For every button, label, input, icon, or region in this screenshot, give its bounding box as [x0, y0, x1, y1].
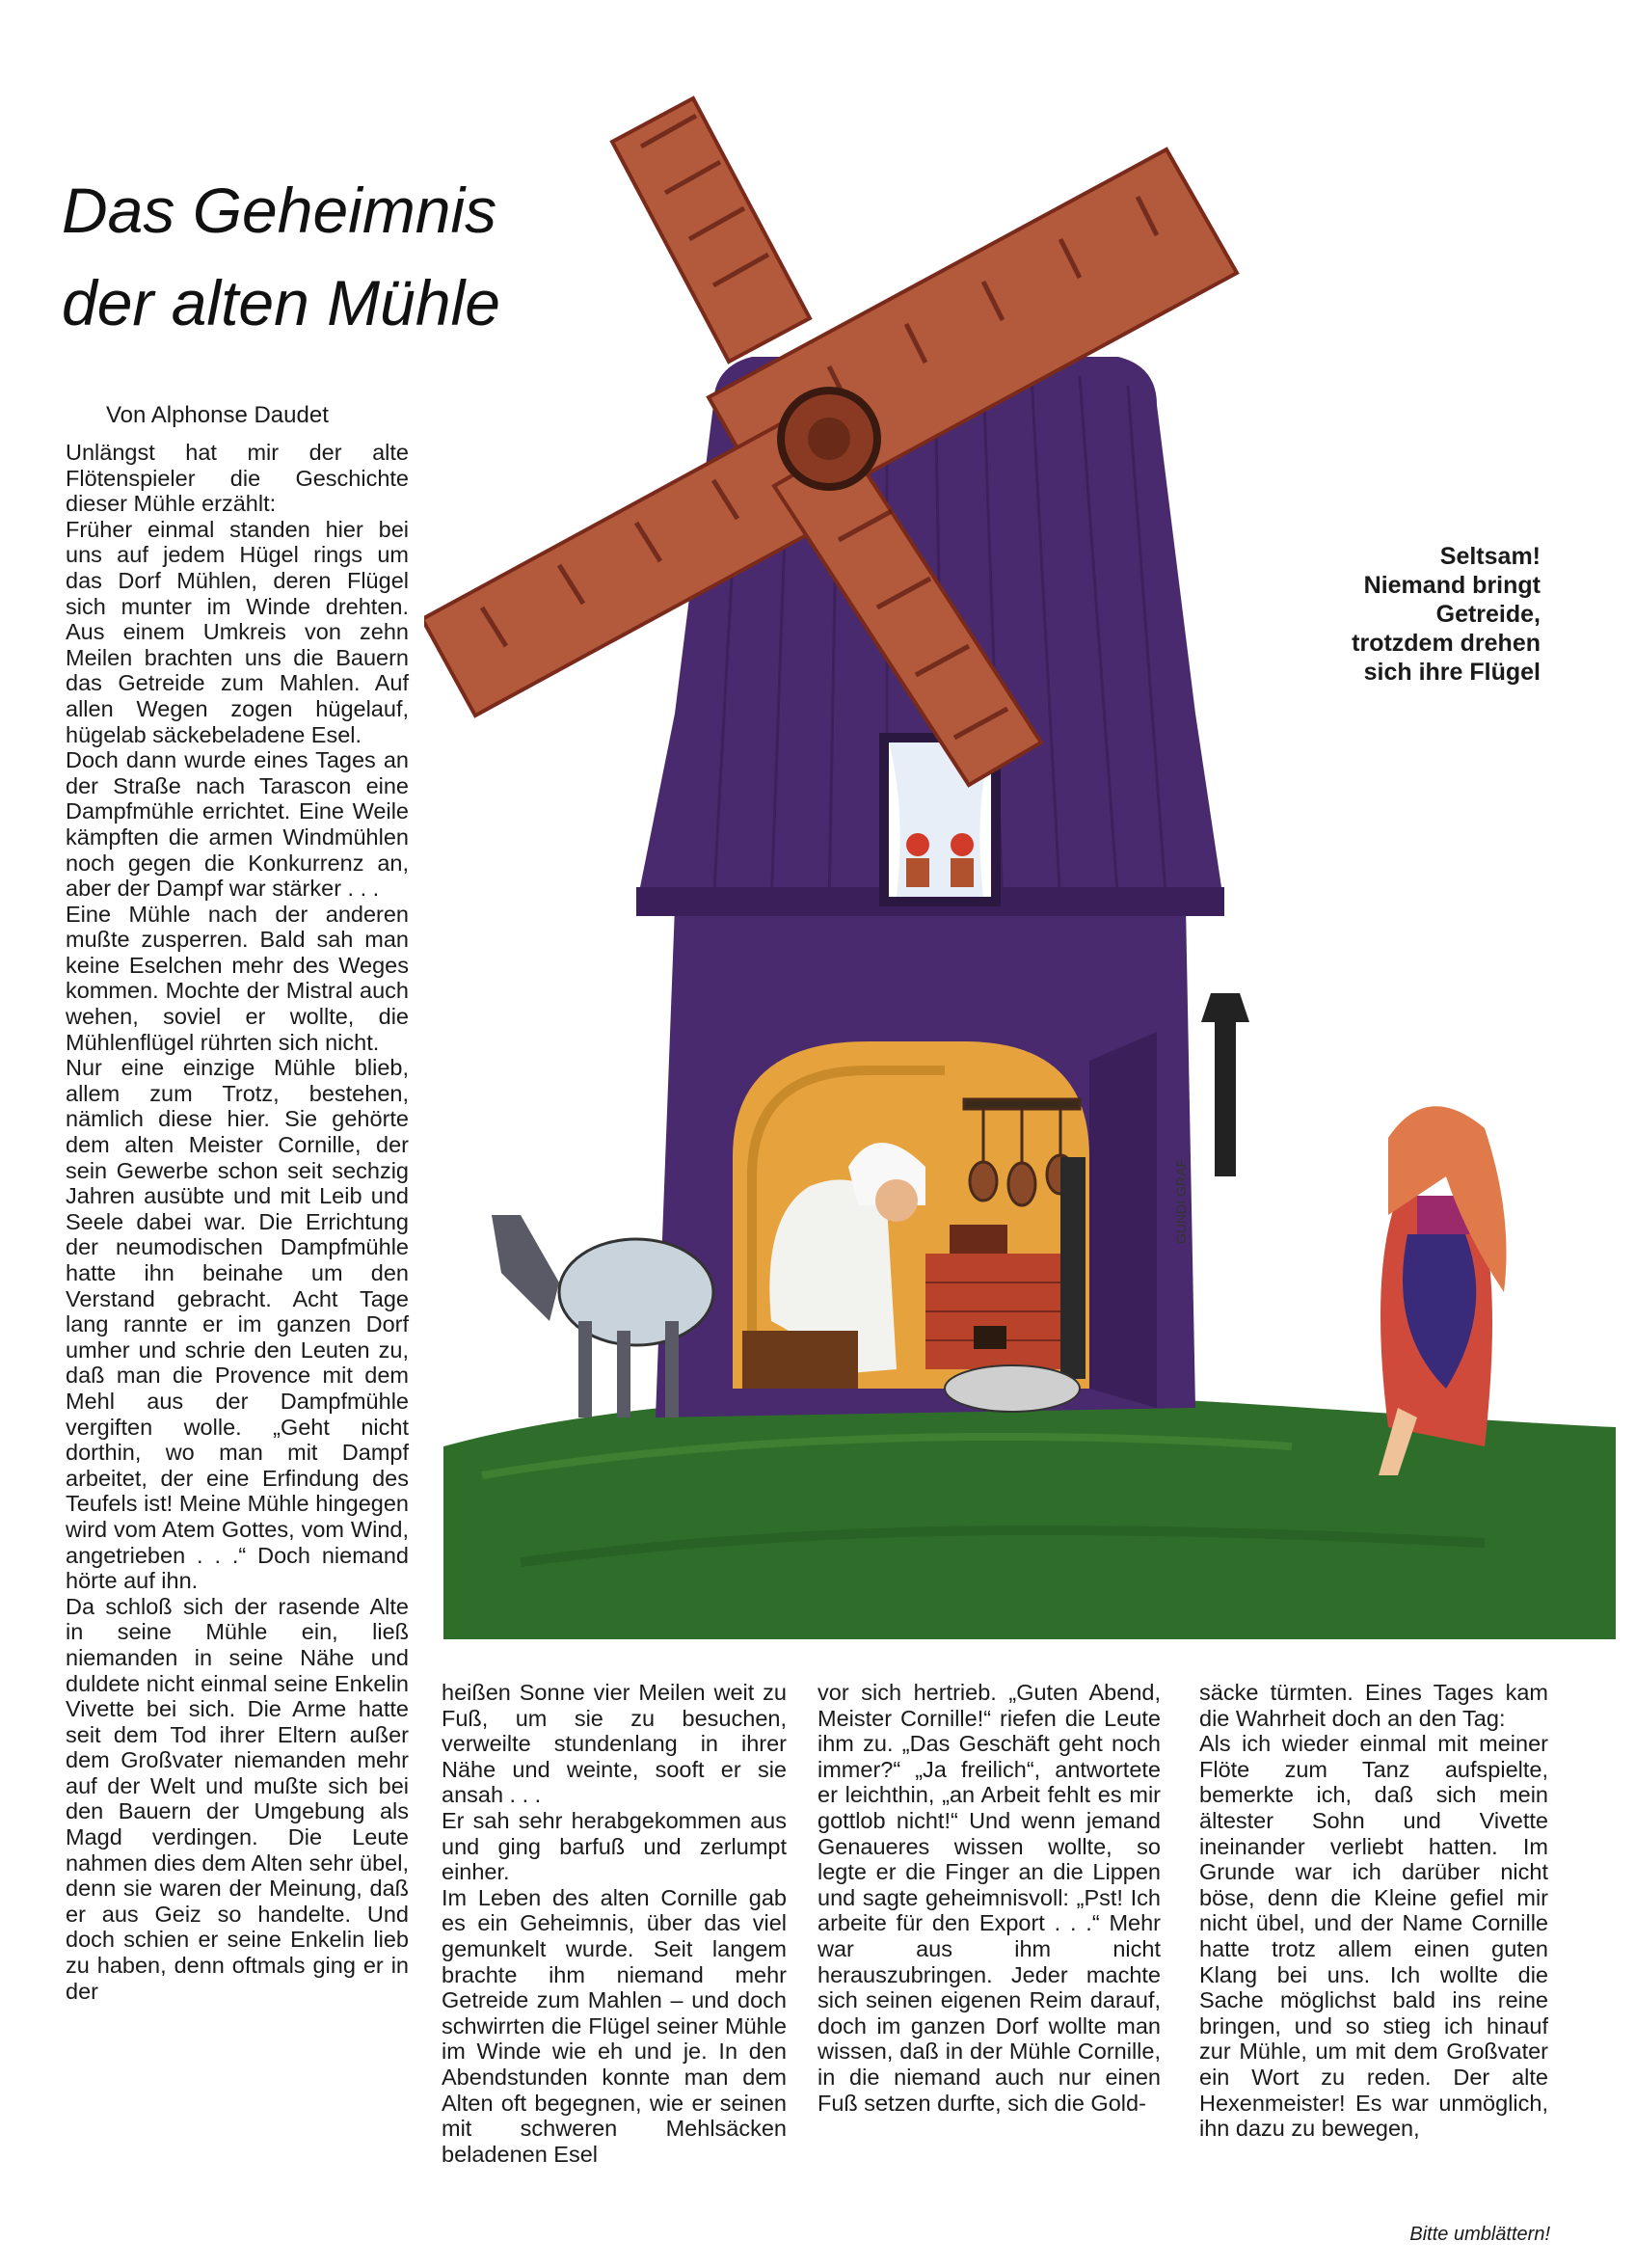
author-byline: Von Alphonse Daudet — [106, 402, 329, 428]
paragraph: Als ich wieder einmal mit meiner Flöte zum Tanz aufspielte, bemerkte ich, daß sich mein ältester Sohn und Vivette ineinander verliebt hatten. Im Grunde war ich darüber nicht böse, denn die Kleine gefiel mir nicht übel, und der Name Cornille hatte trotz allem einen guten Klang bei uns. Ich wollte die Sache möglichst bald ins reine bringen, und so stieg ich hinauf zur Mühle, um mit dem Großvater ein Wort zu reden. Der alte Hexenmeister! Es war unmöglich, ihn dazu zu bewegen, — [1199, 1731, 1548, 2142]
cat — [945, 1365, 1080, 1412]
caption-line: Seltsam! — [1439, 543, 1541, 570]
paragraph: Im Leben des alten Cornille gab es ein Geheimnis, über das viel gemunkelt wurde. Seit langem brachte ihm niemand mehr Getreide zum Mahlen – und doch schwirrten die Flügel seiner Mühle im Winde wie eh und je. In den Abendstunden konnte man dem Alten oft begegnen, wie er seinen mit schweren Mehlsäcken beladenen Esel — [442, 1884, 787, 2167]
illustration-caption — [1273, 542, 1541, 687]
lantern — [1201, 993, 1249, 1176]
page-turn-note: Bitte umblättern! — [1409, 2224, 1550, 2245]
paragraph: Da schloß sich der rasende Alte in seine Mühle ein, ließ niemanden in seine Nähe und duldete nicht einmal seine Enkelin Vivette bei sich. Die Arme hatte seit dem Tod ihrer Eltern außer dem Großvater niemanden mehr auf der Welt und mußte sich bei den Bauern der Umgebung als Magd verdingen. Die Leute nahmen dies dem Alten sehr übel, denn sie waren der Meinung, daß er aus Geiz so handelte. Und doch schien er seine Enkelin lieb zu haben, denn oftmals ging er in der — [66, 1593, 409, 2004]
text-column-4 — [1199, 1680, 1548, 2142]
caption-line: Niemand bringt — [1363, 572, 1541, 599]
paragraph: Nur eine einzige Mühle blieb, allem zum Trotz, bestehen, nämlich diese hier. Sie gehörte dem alten Meister Cornille, der sein Gewerbe schon seit sechzig Jahren ausübte und mit Leib und Seele dabei war. Die Errichtung der neumodischen Dampfmühle hatte ihn beinahe um den Verstand gebracht. Acht Tage lang rannte er im ganzen Dorf umher und schrie den Leuten zu, daß man die Provence mit dem Mehl aus der Dampfmühle vergiften wolle. „Geht nicht dorthin, wo man mit Dampf arbeitet, der eine Erfindung des Teufels ist! Meine Mühle hingegen wird vom Atem Gottes, vom Wind, angetrieben . . .“ Doch niemand hörte auf ihn. — [66, 1055, 409, 1594]
paragraph: vor sich hertrieb. „Guten Abend, Meister Cornille!“ riefen die Leute ihm zu. „Das Geschäft geht noch immer?“ „Ja freilich“, antwortete er leichthin, „an Arbeit fehlt es mir gottlob nicht!“ Und wenn jemand Genaueres wissen wollte, so legte er die Finger an die Lippen und sagte geheimnisvoll: „Pst! Ich arbeite für den Export . . .“ Mehr war aus ihm nicht herauszubringen. Jeder machte sich seinen eigenen Reim darauf, doch im ganzen Dorf wollte man wissen, daß in der Mühle Cornille, in die niemand auch nur einen Fuß setzen durfte, sich die Gold- — [818, 1680, 1161, 2116]
mill-door — [1089, 1032, 1157, 1408]
paragraph: säcke türmten. Eines Tages kam die Wahrheit doch an den Tag: — [1199, 1680, 1548, 1731]
text-column-2 — [442, 1680, 787, 2167]
title-line-1: Das Geheimnis — [62, 175, 497, 246]
paragraph: Unlängst hat mir der alte Flötenspieler die Geschichte dieser Mühle erzählt: — [66, 440, 409, 517]
caption-line: Getreide, — [1435, 601, 1541, 628]
text-column-1 — [66, 440, 409, 2004]
title-line-2: der alten Mühle — [62, 267, 500, 338]
windmill-illustration — [424, 58, 1620, 1659]
paragraph: Er sah sehr herabgekommen aus und ging barfuß und zerlumpt einher. — [442, 1807, 787, 1885]
illustrator-signature: GUNDI GRAF — [1173, 1159, 1189, 1244]
caption-line: trotzdem drehen — [1352, 630, 1541, 657]
text-column-3 — [818, 1680, 1161, 2116]
girl-vivette — [1379, 1106, 1507, 1475]
paragraph: Eine Mühle nach der anderen mußte zusperren. Bald sah man keine Eselchen mehr des Weges kommen. Mochte der Mistral auch wehen, soviel er wollte, die Mühlenflügel rührten sich nicht. — [66, 901, 409, 1055]
paragraph: Doch dann wurde eines Tages an der Straße nach Tarascon eine Dampfmühle errichtet. Eine Weile kämpften die armen Windmühlen noch gegen die Konkurrenz an, aber der Dampf war stärker . . . — [66, 747, 409, 902]
caption-line: sich ihre Flügel — [1363, 659, 1541, 686]
paragraph: Früher einmal standen hier bei uns auf jedem Hügel rings um das Dorf Mühlen, deren Flügel sich munter im Winde drehten. Aus einem Umkreis von zehn Meilen brachten uns die Bauern das Getreide zum Mahlen. Auf allen Wegen zogen hügelauf, hügelab säckebeladene Esel. — [66, 516, 409, 747]
paragraph: heißen Sonne vier Meilen weit zu Fuß, um sie zu besuchen, verweilte stundenlang in ihrer Nähe und weinte, sooft er sie ansah . . . — [442, 1680, 787, 1808]
